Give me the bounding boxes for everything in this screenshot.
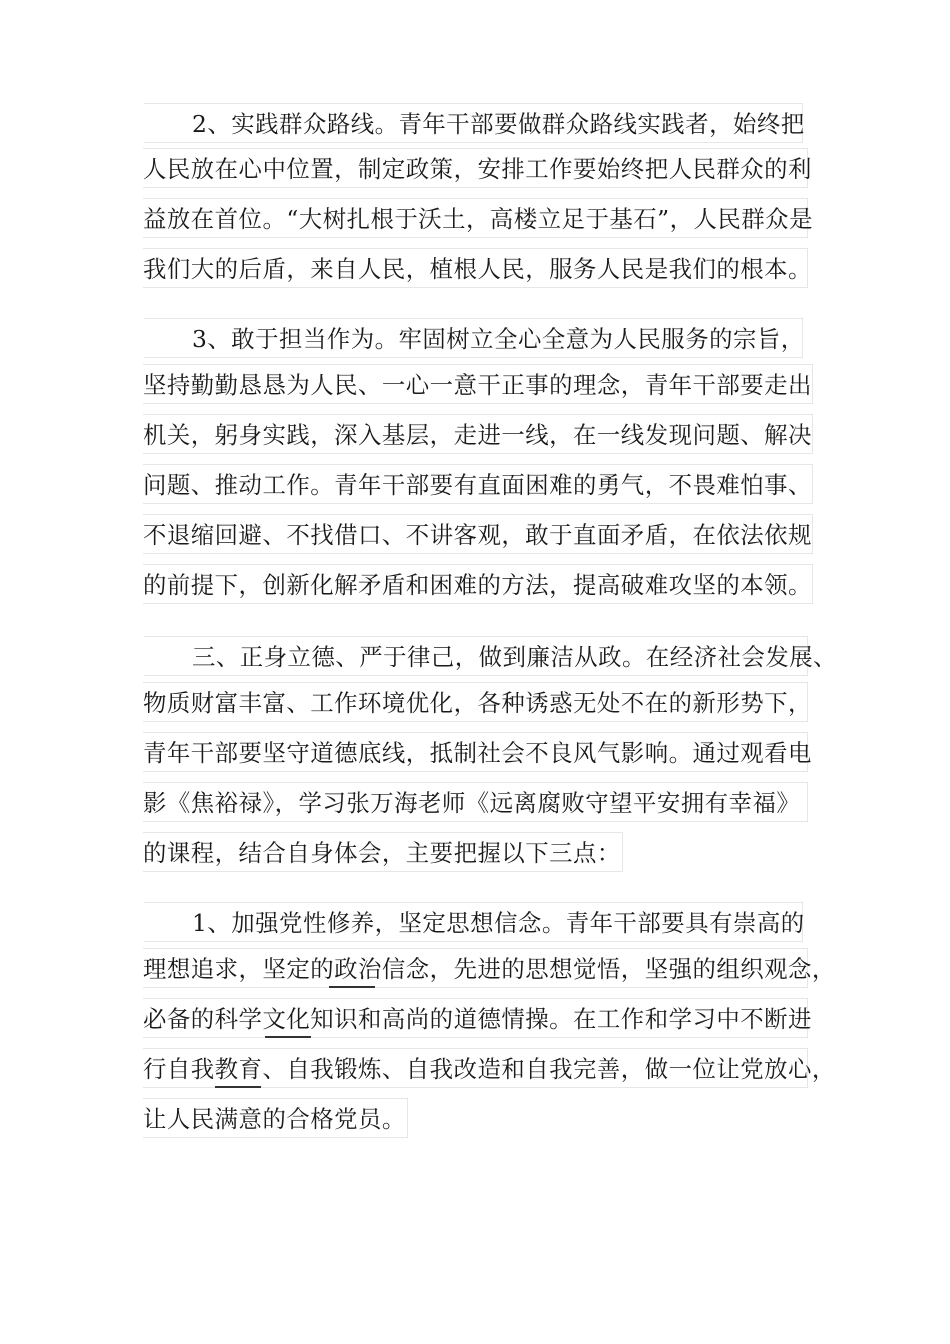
- text-line: 我们大的后盾，来自人民，植根人民，服务人民是我们的根本。: [143, 248, 808, 288]
- text-line: 人民放在心中位置，制定政策，安排工作要始终把人民群众的利: [143, 148, 808, 188]
- underline-mark: [265, 1036, 311, 1038]
- text-line: 益放在首位。“大树扎根于沃土，高楼立足于基石”，人民群众是: [143, 198, 808, 238]
- underline-mark: [215, 1086, 261, 1088]
- text-line: 行自我教育、自我锻炼、自我改造和自我完善，做一位让党放心，: [143, 1048, 808, 1088]
- text-line: 三、正身立德、严于律己，做到廉洁从政。在经济社会发展、: [143, 636, 808, 676]
- text-line: 青年干部要坚守道德底线，抵制社会不良风气影响。通过观看电: [143, 732, 808, 772]
- text-line: 问题、推动工作。青年干部要有直面困难的勇气，不畏难怕事、: [143, 464, 813, 504]
- text-line: 1、加强党性修养，坚定思想信念。青年干部要具有崇高的: [143, 902, 803, 942]
- text-line: 3、敢于担当作为。牢固树立全心全意为人民服务的宗旨，: [143, 318, 803, 358]
- text-line: 理想追求，坚定的政治信念，先进的思想觉悟，坚强的组织观念，: [143, 948, 808, 988]
- text-line: 坚持勤勤恳恳为人民、一心一意干正事的理念，青年干部要走出: [143, 364, 813, 404]
- text-line: 必备的科学文化知识和高尚的道德情操。在工作和学习中不断进: [143, 998, 808, 1038]
- text-line: 2、实践群众路线。青年干部要做群众路线实践者，始终把: [143, 103, 803, 143]
- text-line: 物质财富丰富、工作环境优化，各种诱惑无处不在的新形势下，: [143, 682, 808, 722]
- text-line: 机关，躬身实践，深入基层，走进一线，在一线发现问题、解决: [143, 414, 813, 454]
- text-line: 不退缩回避、不找借口、不讲客观，敢于直面矛盾，在依法依规: [143, 514, 813, 554]
- text-line: 影《焦裕禄》，学习张万海老师《远离腐败守望平安拥有幸福》: [143, 782, 808, 822]
- text-line: 的课程，结合自身体会，主要把握以下三点：: [143, 832, 623, 872]
- text-line: 的前提下，创新化解矛盾和困难的方法，提高破难攻坚的本领。: [143, 564, 813, 604]
- underline-mark: [329, 986, 375, 988]
- text-line: 让人民满意的合格党员。: [143, 1098, 408, 1138]
